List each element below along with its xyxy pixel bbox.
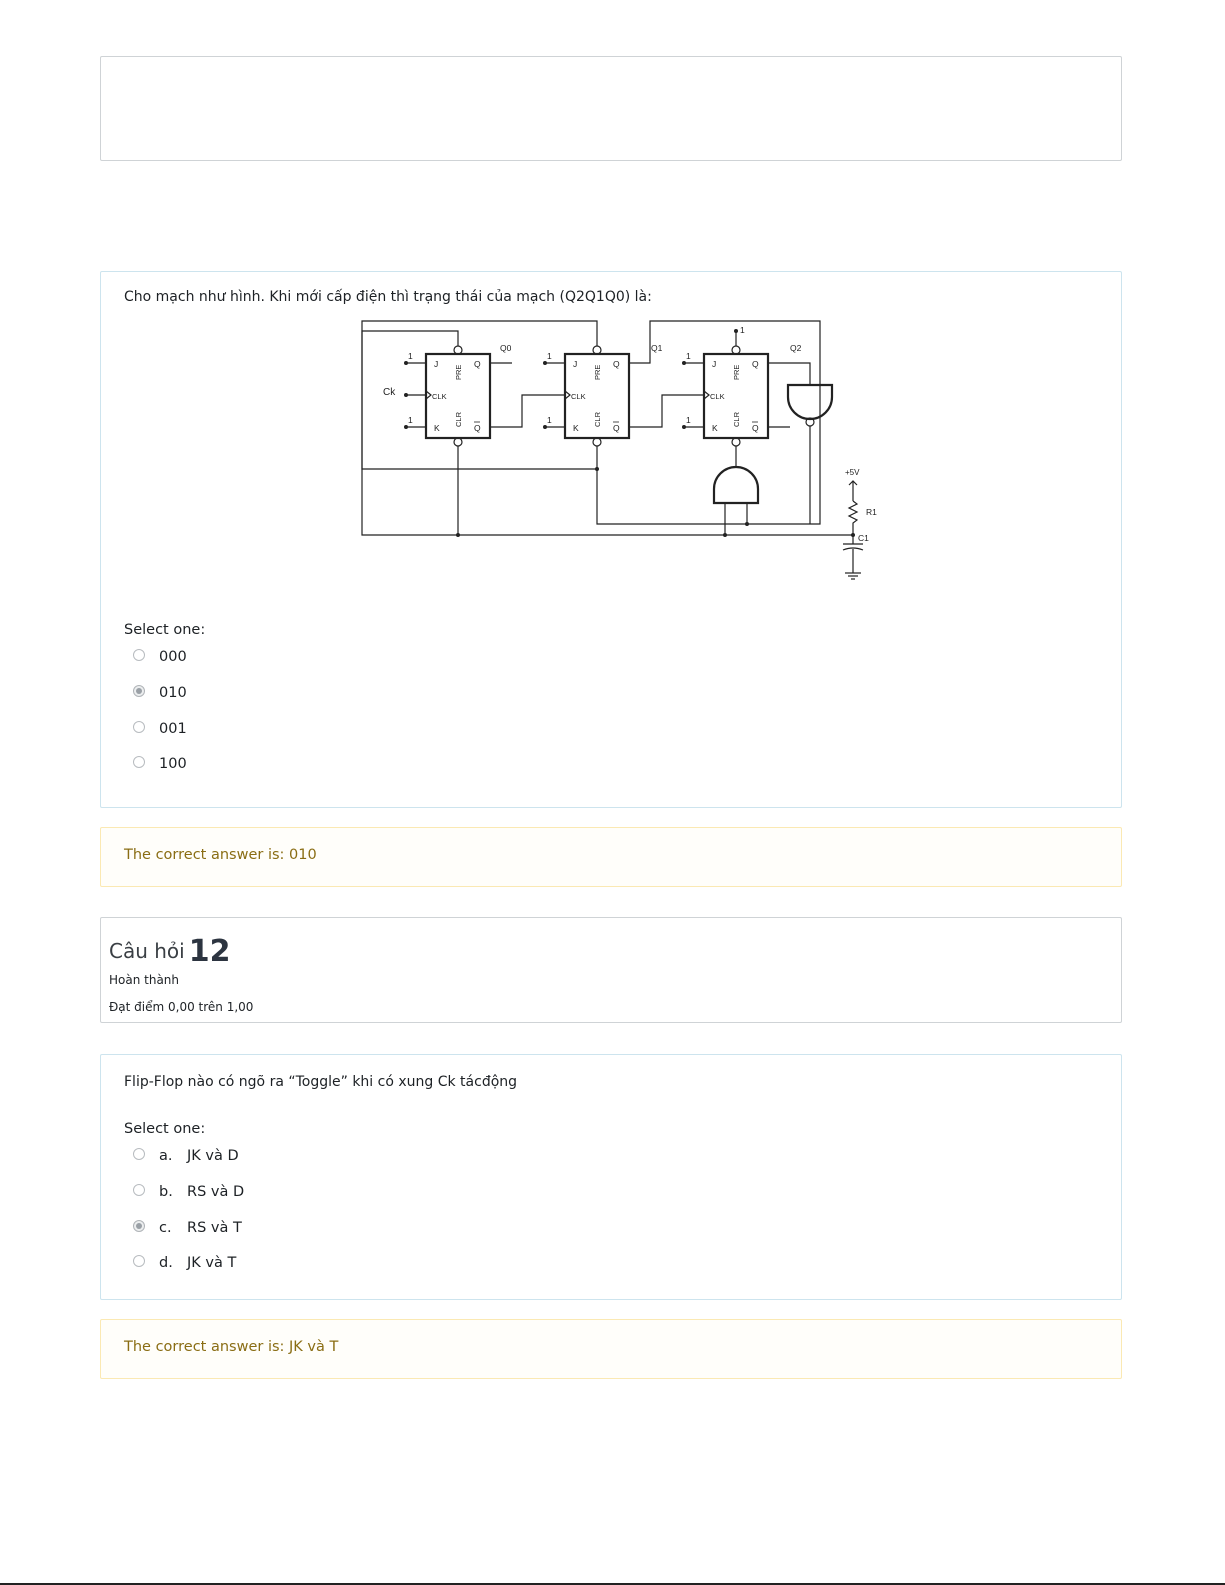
question-text: Cho mạch như hình. Khi mới cấp điện thì trạng thái của mạch (Q2Q1Q0) là:: [124, 289, 652, 305]
svg-text:CLK: CLK: [432, 392, 447, 401]
svg-text:Q: Q: [613, 359, 620, 369]
option-label: JK và T: [187, 1255, 237, 1271]
select-one-label: Select one:: [124, 1121, 206, 1137]
svg-text:Q: Q: [474, 359, 481, 369]
answer-option-010[interactable]: [133, 681, 187, 705]
svg-text:1: 1: [686, 351, 691, 361]
svg-text:Q: Q: [474, 423, 481, 433]
svg-text:PRE: PRE: [732, 364, 741, 380]
question-grade: Đạt điểm 0,00 trên 1,00: [109, 1000, 254, 1014]
select-one-label: Select one:: [124, 622, 206, 638]
svg-text:K: K: [712, 423, 718, 433]
radio-button[interactable]: [133, 1255, 145, 1267]
correct-answer-text: The correct answer is: 010: [124, 847, 317, 863]
svg-text:CLR: CLR: [454, 411, 463, 427]
question-title-prefix: Câu hỏi: [109, 939, 185, 963]
svg-text:J: J: [712, 359, 717, 369]
svg-text:CLR: CLR: [593, 411, 602, 427]
question-12-info: [100, 917, 1122, 1023]
question-12-feedback: [100, 1319, 1122, 1379]
option-label: JK và D: [187, 1148, 239, 1164]
option-letter: c.: [159, 1220, 172, 1236]
answer-option-100[interactable]: [133, 752, 187, 776]
svg-text:Q: Q: [613, 423, 620, 433]
empty-content-box: [100, 56, 1122, 161]
question-text: Flip-Flop nào có ngõ ra “Toggle” khi có xung Ck tácđộng: [124, 1074, 518, 1090]
option-label: 000: [159, 649, 187, 665]
svg-text:Q: Q: [752, 423, 759, 433]
question-11-content: [100, 271, 1122, 808]
flip-flop-circuit-diagram: [350, 317, 885, 592]
radio-button[interactable]: [133, 649, 145, 661]
option-label: RS và D: [187, 1184, 245, 1200]
svg-text:1: 1: [547, 415, 552, 425]
radio-button[interactable]: [133, 756, 145, 768]
question-12-content: [100, 1054, 1122, 1300]
option-letter: a.: [159, 1148, 173, 1164]
svg-text:CLK: CLK: [571, 392, 586, 401]
question-title: [109, 934, 230, 969]
question-11-feedback: [100, 827, 1122, 887]
svg-text:R1: R1: [866, 507, 877, 517]
option-letter: d.: [159, 1255, 173, 1271]
answer-option-001[interactable]: [133, 717, 187, 741]
answer-option-a[interactable]: [133, 1144, 239, 1168]
svg-text:CLK: CLK: [710, 392, 725, 401]
svg-text:1: 1: [686, 415, 691, 425]
svg-text:Q2: Q2: [790, 343, 802, 353]
svg-text:1: 1: [408, 415, 413, 425]
question-number: 12: [188, 934, 231, 969]
option-label: 100: [159, 756, 187, 772]
svg-text:J: J: [434, 359, 439, 369]
answer-option-d[interactable]: [133, 1251, 236, 1275]
question-state: Hoàn thành: [109, 973, 180, 987]
svg-text:Ck: Ck: [383, 387, 396, 398]
answer-option-000[interactable]: [133, 645, 187, 669]
svg-text:+5V: +5V: [845, 468, 860, 477]
radio-button[interactable]: [133, 1148, 145, 1160]
svg-text:CLR: CLR: [732, 411, 741, 427]
svg-text:Q: Q: [752, 359, 759, 369]
svg-text:J: J: [573, 359, 578, 369]
radio-button-selected[interactable]: [133, 685, 145, 697]
svg-text:C1: C1: [858, 533, 869, 543]
svg-text:PRE: PRE: [593, 364, 602, 380]
svg-text:K: K: [573, 423, 579, 433]
radio-button[interactable]: [133, 1184, 145, 1196]
option-letter: b.: [159, 1184, 173, 1200]
svg-text:Q1: Q1: [651, 343, 663, 353]
svg-text:1: 1: [740, 325, 745, 335]
svg-text:Q0: Q0: [500, 343, 512, 353]
option-label: 001: [159, 721, 187, 737]
radio-button-selected[interactable]: [133, 1220, 145, 1232]
answer-option-b[interactable]: [133, 1180, 244, 1204]
svg-text:1: 1: [547, 351, 552, 361]
svg-text:1: 1: [408, 351, 413, 361]
svg-text:K: K: [434, 423, 440, 433]
correct-answer-text: The correct answer is: JK và T: [124, 1339, 339, 1355]
option-label: 010: [159, 685, 187, 701]
radio-button[interactable]: [133, 721, 145, 733]
option-label: RS và T: [187, 1220, 242, 1236]
svg-text:PRE: PRE: [454, 364, 463, 380]
answer-option-c[interactable]: [133, 1216, 242, 1240]
